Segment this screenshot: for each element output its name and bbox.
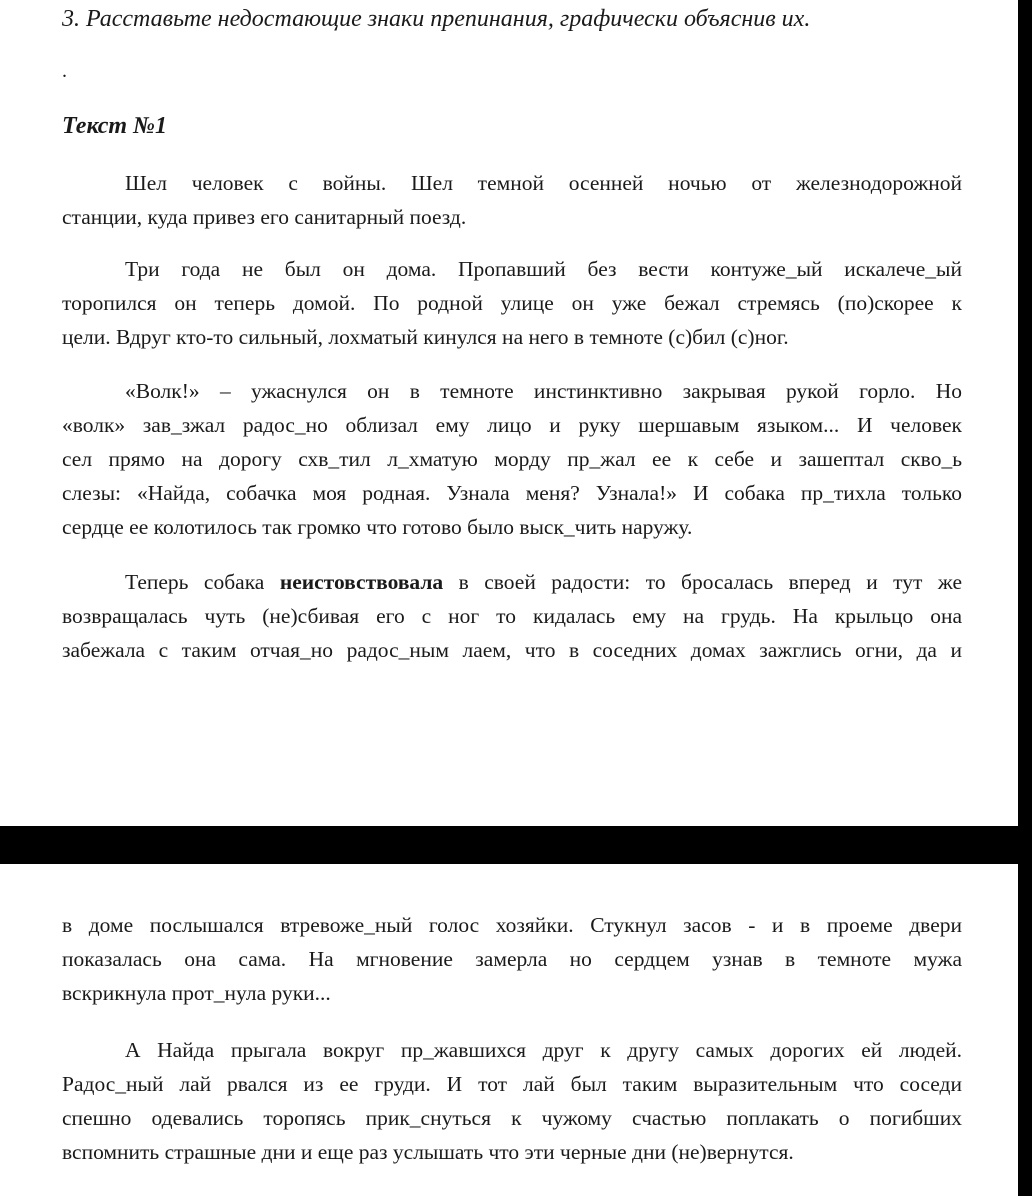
text-line: спешно одевались торопясь прик_снуться к чужому счастью поплакать о погибших [62, 1106, 962, 1130]
text-line: Три года не был он дома. Пропавший без вести контуже_ый искалече_ый [125, 257, 962, 281]
text-line: станции, куда привез его санитарный поезд. [62, 205, 467, 229]
text-line: Шел человек с войны. Шел темной осенней ночью от железнодорожной [125, 171, 962, 195]
text-line: возвращалась чуть (не)сбивая его с ног то кидалась ему на грудь. На крыльцо она [62, 604, 962, 628]
text-line: «волк» зав_зжал радос_но облизал ему лицо и руку шершавым языком... И человек [62, 413, 962, 437]
text-line: цели. Вдруг кто-то сильный, лохматый кинулся на него в темноте (с)бил (с)ног. [62, 325, 789, 349]
text-line: сел прямо на дорогу схв_тил л_хматую морду пр_жал ее к себе и зашептал скво_ь [62, 447, 962, 471]
text-line: показалась она сама. На мгновение замерла но сердцем узнав в темноте мужа [62, 947, 962, 971]
text-line: забежала с таким отчая_но радос_ным лаем, что в соседних домах зажглись огни, да и [62, 638, 962, 662]
stray-dot: . [62, 60, 67, 82]
paragraph-4 [62, 565, 962, 667]
text-line: вспомнить страшные дни и еще раз услышать что эти черные дни (не)вернутся. [62, 1140, 794, 1164]
text-title: Текст №1 [62, 113, 167, 139]
text-line: «Волк!» – ужаснулся он в темноте инстинктивно закрывая рукой горло. Но [125, 379, 962, 403]
text-line: слезы: «Найда, собачка моя родная. Узнала меня? Узнала!» И собака пр_тихла только [62, 481, 962, 505]
task-heading: 3. Расставьте недостающие знаки препинания, графически объяснив их. [62, 6, 811, 32]
text-line: сердце ее колотилось так громко что готово было выск_чить наружу. [62, 515, 693, 539]
paragraph-6 [62, 1033, 962, 1169]
text-line [62, 565, 962, 599]
text-line: А Найда прыгала вокруг пр_жавшихся друг к другу самых дорогих ей людей. [125, 1038, 962, 1062]
text-line: в доме послышался втревоже_ный голос хозяйки. Стукнул засов - и в проеме двери [62, 913, 962, 937]
text-line: вскрикнула прот_нула руки... [62, 981, 331, 1005]
paragraph-2 [62, 252, 962, 354]
bold-word: неистовствовала [279, 570, 444, 594]
paragraph-5 [62, 908, 962, 1010]
text-line: Радос_ный лай рвался из ее груди. И тот лай был таким выразительным что соседи [62, 1072, 962, 1096]
text-segment: Теперь собака [125, 570, 280, 594]
paragraph-3 [62, 374, 962, 544]
page-separator [0, 826, 1032, 864]
scan-edge [1018, 0, 1032, 1196]
text-line: торопился он теперь домой. По родной улице он уже бежал стремясь (по)скорее к [62, 291, 962, 315]
paragraph-1 [62, 166, 962, 234]
text-segment: в своей радости: то бросалась вперед и тут же [443, 570, 962, 594]
